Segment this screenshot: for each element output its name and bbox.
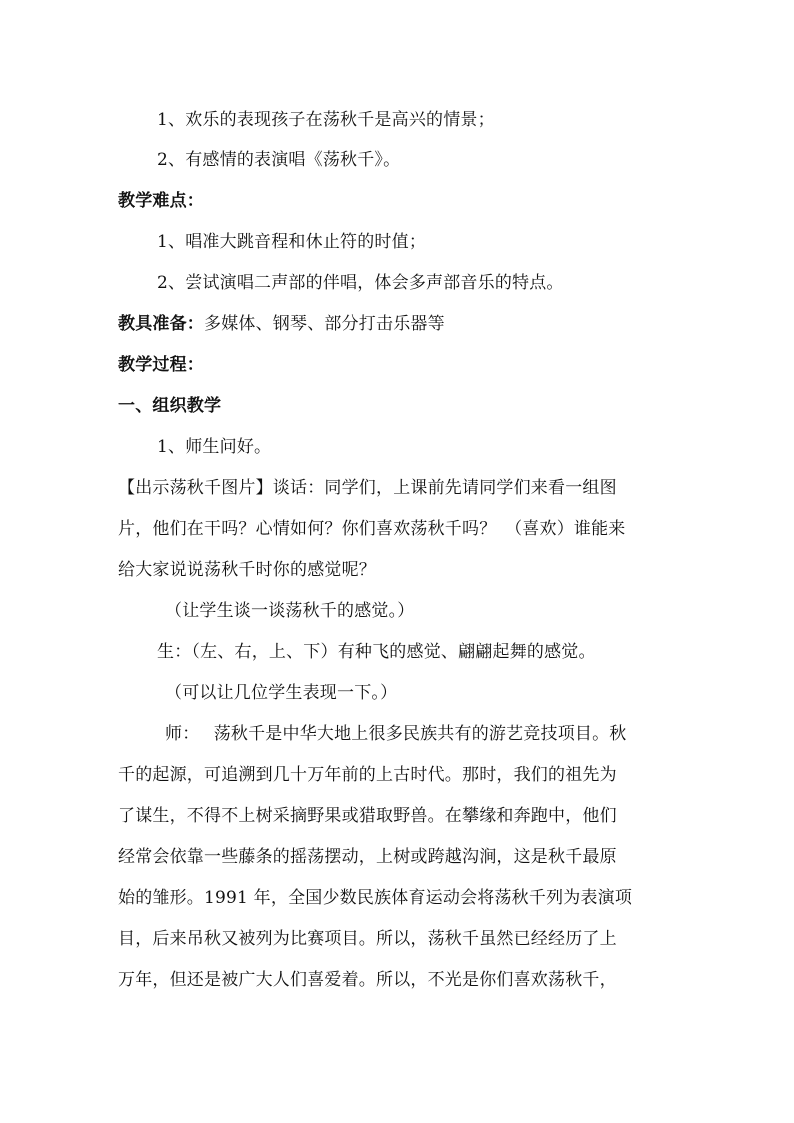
paragraph-show-picture-line-1: 【出示荡秋千图片】谈话：同学们，上课前先请同学们来看一组图 (118, 478, 617, 498)
teacher-paragraph-line-7: 万年，但还是被广大人们喜爱着。所以，不光是你们喜欢荡秋千， (118, 970, 617, 990)
difficulty-line-1: 1、唱准大跳音程和休止符的时值； (157, 232, 427, 252)
teaching-aids-label: 教具准备： (118, 314, 204, 334)
teaching-aids-line (118, 312, 445, 336)
teacher-paragraph-line-3: 了谋生，不得不上树采摘野果或猎取野兽。在攀缘和奔跑中，他们 (118, 806, 617, 826)
paragraph-show-picture-line-2: 片，他们在干吗？心情如何？你们喜欢荡秋千吗？ （喜欢）谁能来 (118, 519, 626, 539)
heading-teaching-process: 教学过程： (118, 355, 204, 375)
teacher-paragraph-line-4: 经常会依靠一些藤条的摇荡摆动，上树或跨越沟涧，这是秋千最原 (118, 847, 617, 867)
greeting-line: 1、师生问好。 (157, 437, 272, 457)
teaching-aids-text: 多媒体、钢琴、部分打击乐器等 (204, 314, 445, 334)
objective-line-2: 2、有感情的表演唱《荡秋千》。 (157, 150, 401, 170)
student-response-line: 生：（左、右，上、下）有种飞的感觉、翩翩起舞的感觉。 (157, 642, 596, 662)
note-student-perform: （可以让几位学生表现一下。） (165, 683, 398, 703)
objective-line-1: 1、欢乐的表现孩子在荡秋千是高兴的情景； (157, 110, 495, 130)
teacher-paragraph-line-5: 始的雏形。1991 年，全国少数民族体育运动会将荡秋千列为表演项 (118, 888, 633, 908)
note-student-talk: （让学生谈一谈荡秋千的感觉。） (165, 601, 415, 621)
teacher-paragraph-line-6: 目，后来吊秋又被列为比赛项目。所以，荡秋千虽然已经经历了上 (118, 929, 617, 949)
section-organize-teaching: 一、组织教学 (118, 396, 222, 416)
paragraph-show-picture-line-3: 给大家说说荡秋千时你的感觉呢？ (118, 560, 376, 580)
teacher-paragraph-line-1: 师： 荡秋千是中华大地上很多民族共有的游艺竞技项目。秋 (165, 724, 627, 744)
heading-teaching-difficulties: 教学难点： (118, 191, 204, 211)
difficulty-line-2: 2、尝试演唱二声部的伴唱，体会多声部音乐的特点。 (157, 273, 564, 293)
teacher-paragraph-line-2: 千的起源，可追溯到几十万年前的上古时代。那时，我们的祖先为 (118, 765, 617, 785)
